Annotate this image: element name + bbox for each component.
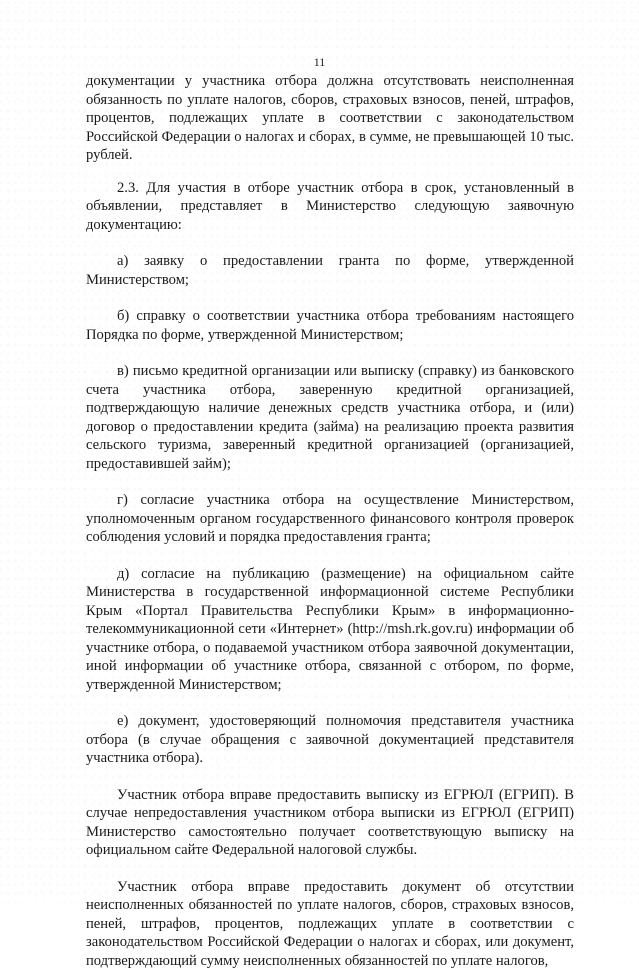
paragraph-item-v: в) письмо кредитной организации или выписку (справку) из банковского счета участника отбора, заверенную кредитной организацией, подтверждающую наличие денежных средств участника отбора, и (или) договор о предоставлении кредита (займа) на реализацию проекта развития сельского туризма, заверенный кредитной организацией (организацией, предоставившей займ); — [86, 362, 574, 473]
paragraph-item-a: а) заявку о предоставлении гранта по форме, утвержденной Министерством; — [86, 252, 574, 289]
document-body — [86, 72, 574, 970]
paragraph-item-b: б) справку о соответствии участника отбора требованиям настоящего Порядка по форме, утвержденной Министерством; — [86, 307, 574, 344]
paragraph-item-d: д) согласие на публикацию (размещение) на официальном сайте Министерства в государственной информационной системе Республики Крым «Портал Правительства Республики Крым» в информационно-телекоммуникационной сети «Интернет» (http://msh.rk.gov.ru) информации об участнике отбора, о подаваемой участником отбора заявочной документации, иной информации об участнике отбора, связанной с отбором, по форме, утвержденной Министерством; — [86, 565, 574, 695]
paragraph-egrul: Участник отбора вправе предоставить выписку из ЕГРЮЛ (ЕГРИП). В случае непредоставления участником отбора выписки из ЕГРЮЛ (ЕГРИП) Министерство самостоятельно получает соответствующую выписку на официальном сайте Федеральной налоговой службы. — [86, 786, 574, 860]
paragraph-continuation: документации у участника отбора должна отсутствовать неисполненная обязанность по уплате налогов, сборов, страховых взносов, пеней, штрафов, процентов, подлежащих уплате в соответствии с законодательством Российской Федерации о налогах и сборах, в сумме, не превышающей 10 тыс. рублей. — [86, 72, 574, 165]
paragraph-item-e: е) документ, удостоверяющий полномочия представителя участника отбора (в случае обращения с заявочной документацией представителя участника отбора). — [86, 712, 574, 768]
paragraph-2-3: 2.3. Для участия в отборе участник отбора в срок, установленный в объявлении, представляет в Министерство следующую заявочную документацию: — [86, 179, 574, 235]
paragraph-item-g: г) согласие участника отбора на осуществление Министерством, уполномоченным органом государственного финансового контроля проверок соблюдения условий и порядка предоставления гранта; — [86, 491, 574, 547]
paragraph-tax-document: Участник отбора вправе предоставить документ об отсутствии неисполненных обязанностей по уплате налогов, сборов, страховых взносов, пеней, штрафов, процентов, подлежащих уплате в соответствии с законодательством Российской Федерации о налогах и сборах, или документ, подтверждающий сумму неисполненных обязанностей по уплате налогов, — [86, 878, 574, 970]
page-number: 11 — [0, 55, 639, 70]
